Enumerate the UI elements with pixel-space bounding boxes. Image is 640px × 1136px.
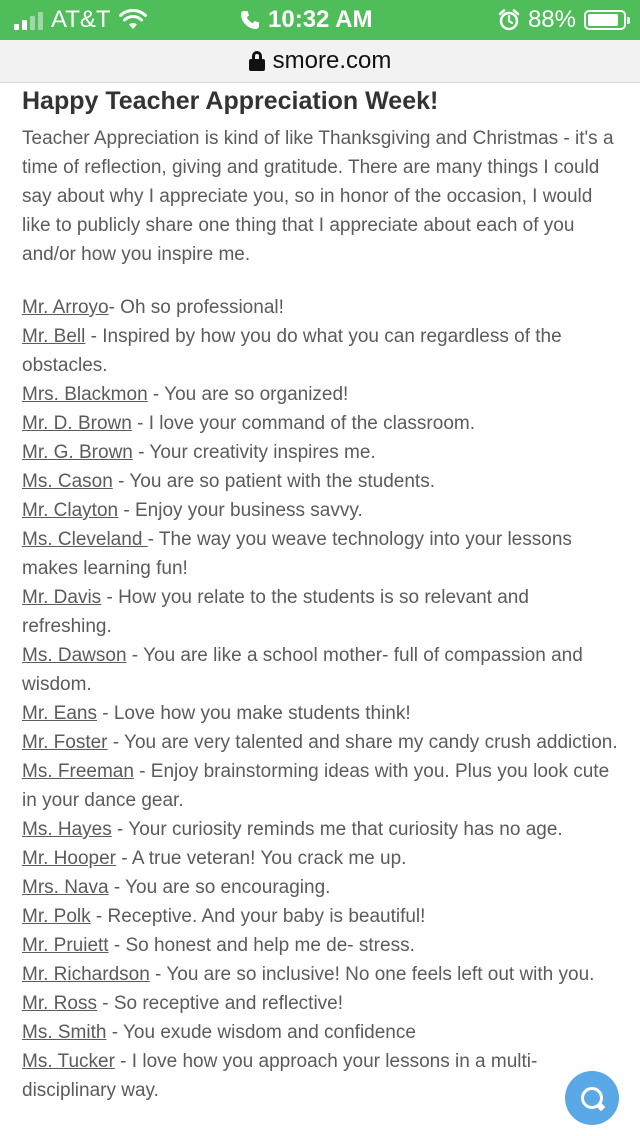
appreciation-entry (22, 728, 622, 757)
appreciation-text: - Enjoy brainstorming ideas with you. Plus you look cute in your dance gear. (22, 761, 610, 811)
help-chat-button[interactable] (565, 1071, 619, 1125)
teacher-name-link[interactable]: Mr. Arroyo (22, 297, 109, 318)
appreciation-text: - You are so inclusive! No one feels left out with you. (149, 964, 595, 985)
appreciation-text: - So honest and help me de- stress. (108, 935, 415, 956)
appreciation-entry (22, 844, 622, 873)
appreciation-text: - Receptive. And your baby is beautiful! (90, 906, 426, 927)
appreciation-text: - You are so organized! (147, 384, 349, 405)
status-bar (0, 0, 640, 40)
battery-icon (584, 10, 626, 30)
phone-icon (240, 10, 260, 30)
appreciation-text: - So receptive and reflective! (96, 993, 344, 1014)
carrier-group (14, 6, 147, 34)
appreciation-text: - I love how you approach your lessons in a multi-disciplinary way. (22, 1051, 538, 1101)
teacher-name-link[interactable]: Mr. Bell (22, 326, 86, 347)
appreciation-entry (22, 583, 622, 641)
teacher-name-link[interactable]: Mrs. Blackmon (22, 384, 148, 405)
appreciation-text: - You are like a school mother- full of compassion and wisdom. (22, 645, 583, 695)
appreciation-entry (22, 525, 622, 583)
appreciation-entry (22, 757, 622, 815)
appreciation-text: - Your curiosity reminds me that curiosity has no age. (111, 819, 563, 840)
appreciation-entry (22, 496, 622, 525)
address-bar[interactable] (0, 40, 640, 83)
appreciation-entry (22, 931, 622, 960)
teacher-name-link[interactable]: Ms. Freeman (22, 761, 134, 782)
teacher-name-link[interactable]: Mr. Richardson (22, 964, 150, 985)
teacher-name-link[interactable]: Mr. Foster (22, 732, 108, 753)
clock-time: 10:32 AM (268, 6, 373, 33)
battery-percent: 88% (527, 6, 576, 33)
clock-group (240, 6, 372, 34)
appreciation-entry (22, 641, 622, 699)
teacher-name-link[interactable]: Ms. Hayes (22, 819, 112, 840)
lock-icon (249, 51, 265, 71)
appreciation-text: - The way you weave technology into your lessons makes learning fun! (22, 529, 572, 579)
carrier-label: AT&T (51, 6, 111, 33)
teacher-name-link[interactable]: Mr. Ross (22, 993, 97, 1014)
teacher-name-link[interactable]: Ms. Tucker (22, 1051, 115, 1072)
alarm-icon (498, 9, 520, 31)
appreciation-entry (22, 409, 622, 438)
teacher-name-link[interactable]: Mr. Polk (22, 906, 91, 927)
appreciation-entry (22, 467, 622, 496)
appreciation-entry (22, 322, 622, 380)
wifi-icon (119, 9, 147, 31)
appreciation-text: - You are so patient with the students. (112, 471, 435, 492)
appreciation-entry (22, 815, 622, 844)
appreciation-entry (22, 873, 622, 902)
battery-fill (588, 14, 618, 26)
article-intro: Teacher Appreciation is kind of like Thanksgiving and Christmas - it's a time of reflection, giving and gratitude. There are many things I could say about why I appreciate you, so in honor of the occasion, I would like to publicly share one thing that I appreciate about each of you and/or how you inspire me. (22, 128, 614, 265)
article-content (22, 84, 622, 1105)
appreciation-text: - A true veteran! You crack me up. (115, 848, 407, 869)
appreciation-entry (22, 438, 622, 467)
teacher-name-link[interactable]: Ms. Cason (22, 471, 113, 492)
appreciation-entry (22, 699, 622, 728)
appreciation-entry (22, 1018, 622, 1047)
teacher-name-link[interactable]: Ms. Cleveland (22, 529, 148, 550)
article-title: Happy Teacher Appreciation Week! (22, 87, 439, 115)
appreciation-text: - You exude wisdom and confidence (106, 1022, 416, 1043)
appreciation-entry (22, 902, 622, 931)
teacher-name-link[interactable]: Mr. Hooper (22, 848, 116, 869)
appreciation-entry (22, 989, 622, 1018)
appreciation-text: - Inspired by how you do what you can regardless of the obstacles. (22, 326, 562, 376)
teacher-name-link[interactable]: Ms. Dawson (22, 645, 127, 666)
teacher-name-link[interactable]: Mr. Pruiett (22, 935, 109, 956)
appreciation-text: - I love your command of the classroom. (131, 413, 475, 434)
teacher-name-link[interactable]: Mr. Eans (22, 703, 97, 724)
battery-group (498, 6, 626, 34)
signal-icon (14, 10, 43, 30)
appreciation-text: - Enjoy your business savvy. (118, 500, 363, 521)
teacher-name-link[interactable]: Mr. D. Brown (22, 413, 132, 434)
appreciation-entry (22, 960, 622, 989)
url-domain[interactable]: smore.com (272, 47, 392, 74)
appreciation-text: - Your creativity inspires me. (132, 442, 376, 463)
appreciation-entry (22, 293, 622, 322)
appreciation-text: - Love how you make students think! (96, 703, 411, 724)
appreciation-text: - How you relate to the students is so relevant and refreshing. (22, 587, 529, 637)
appreciation-list (22, 293, 622, 1105)
appreciation-entry (22, 1047, 622, 1105)
teacher-name-link[interactable]: Ms. Smith (22, 1022, 107, 1043)
appreciation-text: - Oh so professional! (108, 297, 284, 318)
teacher-name-link[interactable]: Mrs. Nava (22, 877, 109, 898)
teacher-name-link[interactable]: Mr. G. Brown (22, 442, 133, 463)
teacher-name-link[interactable]: Mr. Clayton (22, 500, 119, 521)
teacher-name-link[interactable]: Mr. Davis (22, 587, 102, 608)
appreciation-text: - You are very talented and share my candy crush addiction. (107, 732, 618, 753)
chat-bubble-icon (581, 1087, 603, 1109)
appreciation-text: - You are so encouraging. (108, 877, 331, 898)
appreciation-entry (22, 380, 622, 409)
